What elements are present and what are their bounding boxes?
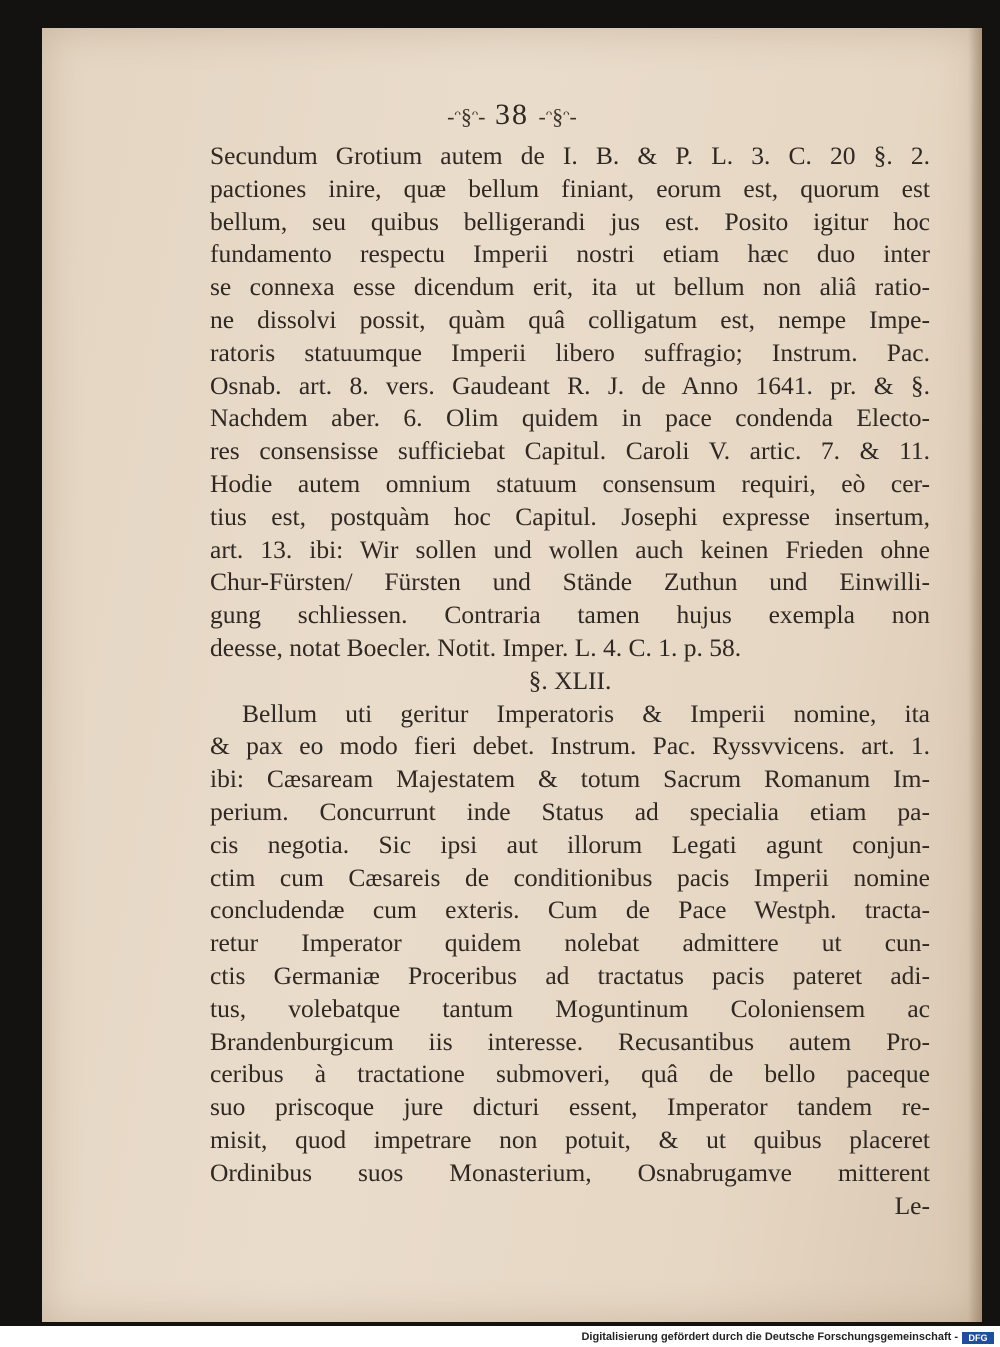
text-line: ceribus à tractatione submoveri, quâ de bello paceque <box>210 1059 930 1089</box>
page-number: 38 <box>495 98 529 131</box>
text-line: misit, quod impetrare non potuit, & ut quibus placeret <box>210 1124 930 1154</box>
text-line: Ordinibus suos Monasterium, Osnabrugamve mitterent <box>210 1157 930 1187</box>
digitization-footer <box>0 1331 1000 1347</box>
text-line: suo priscoque jure dicturi essent, Imperator tandem re- <box>210 1092 930 1122</box>
section-heading: §. XLII. <box>528 665 612 695</box>
text-line: & pax eo modo fieri debet. Instrum. Pac. Ryssvvicens. art. 1. <box>210 731 930 761</box>
text-line: tus, volebatque tantum Moguntinum Coloniensem ac <box>210 993 930 1023</box>
text-block <box>210 140 930 1222</box>
text-line: Osnab. art. 8. vers. Gaudeant R. J. de Anno 1641. pr. & §. <box>210 370 930 400</box>
text-line: Hodie autem omnium statuum consensum requiri, eò cer- <box>210 468 930 498</box>
text-line: Bellum uti geritur Imperatoris & Imperii nomine, ita <box>242 698 930 728</box>
catchword: Le- <box>894 1190 930 1220</box>
text-line: Chur-Fürsten/ Fürsten und Stände Zuthun und Einwilli- <box>210 567 930 597</box>
text-line: retur Imperator quidem nolebat admittere ut cun- <box>210 928 930 958</box>
text-line: se connexa esse dicendum erit, ita ut bellum non aliâ ratio- <box>210 272 930 302</box>
dfg-logo-icon: DFG <box>962 1332 994 1344</box>
page-header <box>42 98 982 132</box>
text-line: art. 13. ibi: Wir sollen und wollen auch keinen Frieden ohne <box>210 534 930 564</box>
text-line: tius est, postquàm hoc Capitul. Josephi expresse insertum, <box>210 501 930 531</box>
text-line: bellum, seu quibus belligerandi jus est. Posito igitur hoc <box>210 206 930 236</box>
text-line: res consensisse sufficiebat Capitul. Caroli V. artic. 7. & 11. <box>210 436 930 466</box>
text-line: fundamento respectu Imperii nostri etiam hæc duo inter <box>210 239 930 269</box>
ornament-right-icon: -ᵔ§ᵔ- <box>538 104 577 129</box>
text-line: concludendæ cum exteris. Cum de Pace Westph. tracta- <box>210 895 930 925</box>
text-line: ctim cum Cæsareis de conditionibus pacis Imperii nomine <box>210 862 930 892</box>
ornament-left-icon: -ᵔ§ᵔ- <box>447 104 486 129</box>
text-line: ratoris statuumque Imperii libero suffragio; Instrum. Pac. <box>210 337 930 367</box>
text-line: Secundum Grotium autem de I. B. & P. L. 3. C. 20 §. 2. <box>210 141 930 170</box>
text-line: pactiones inire, quæ bellum finiant, eorum est, quorum est <box>210 173 930 203</box>
text-line: ctis Germaniæ Proceribus ad tractatus pacis pateret adi- <box>210 960 930 990</box>
page-edge-shadow <box>968 28 982 1322</box>
text-line: cis negotia. Sic ipsi aut illorum Legati agunt conjun- <box>210 829 930 859</box>
footer-credit: Digitalisierung gefördert durch die Deutsche Forschungsgemeinschaft - <box>581 1331 958 1343</box>
text-line: perium. Concurrunt inde Status ad specialia etiam pa- <box>210 796 930 826</box>
text-line: deesse, notat Boecler. Notit. Imper. L. 4. C. 1. p. 58. <box>210 632 742 662</box>
text-line: ne dissolvi possit, quàm quâ colligatum est, nempe Impe- <box>210 304 930 334</box>
text-line: Brandenburgicum iis interesse. Recusantibus autem Pro- <box>210 1026 930 1056</box>
text-line: Nachdem aber. 6. Olim quidem in pace condenda Electo- <box>210 403 930 433</box>
text-line: gung schliessen. Contraria tamen hujus exempla non <box>210 600 930 630</box>
text-line: ibi: Cæsaream Majestatem & totum Sacrum Romanum Im- <box>210 764 930 794</box>
